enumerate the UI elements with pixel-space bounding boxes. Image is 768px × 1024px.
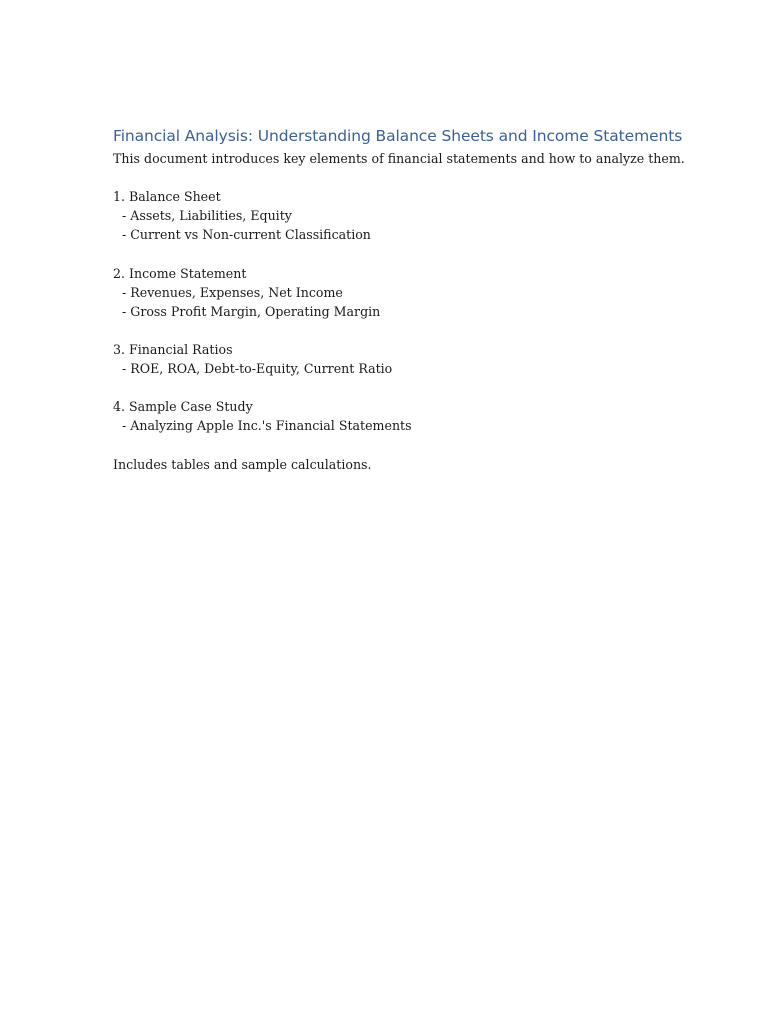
- document-page: [113, 124, 713, 474]
- section-item: - Current vs Non-current Classification: [122, 227, 371, 243]
- section-financial-ratios: [113, 340, 713, 378]
- spacer: [113, 244, 713, 263]
- section-item: - Assets, Liabilities, Equity: [122, 208, 292, 224]
- section-income-statement: [113, 264, 713, 321]
- section-heading: 4. Sample Case Study: [113, 399, 253, 415]
- section-sample-case-study: [113, 397, 713, 435]
- section-balance-sheet: [113, 187, 713, 244]
- section-heading: 1. Balance Sheet: [113, 189, 221, 205]
- intro-paragraph: This document introduces key elements of financial statements and how to analyze them.: [113, 151, 685, 166]
- spacer: [113, 168, 713, 187]
- spacer: [113, 321, 713, 340]
- section-heading: 2. Income Statement: [113, 265, 247, 281]
- section-heading: 3. Financial Ratios: [113, 341, 233, 357]
- section-item: - ROE, ROA, Debt-to-Equity, Current Ratio: [122, 361, 393, 377]
- section-item: - Revenues, Expenses, Net Income: [122, 284, 343, 300]
- section-item: - Gross Profit Margin, Operating Margin: [122, 303, 381, 319]
- spacer: [113, 435, 713, 454]
- section-item: - Analyzing Apple Inc.'s Financial Statements: [122, 418, 412, 434]
- closing-paragraph: Includes tables and sample calculations.: [113, 456, 372, 472]
- document-title: Financial Analysis: Understanding Balance Sheets and Income Statements: [113, 127, 683, 145]
- spacer: [113, 378, 713, 397]
